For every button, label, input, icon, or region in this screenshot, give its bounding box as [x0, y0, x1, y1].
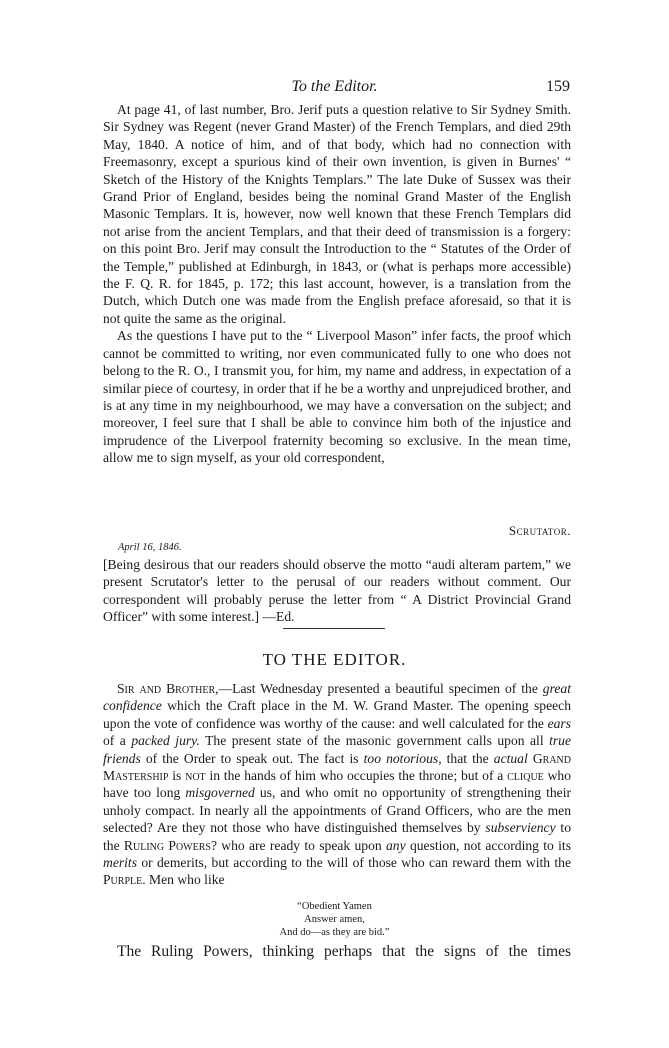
text-run: is	[168, 768, 186, 784]
italic-run: great confidence	[103, 681, 571, 714]
italic-run: merits	[103, 855, 137, 871]
italic-run: subserviency	[485, 820, 556, 836]
smallcaps-run: Ruling Powers	[123, 837, 211, 853]
letter-date: April 16, 1846.	[118, 542, 182, 553]
editor-note	[103, 556, 571, 626]
text-run: Men who like	[145, 872, 225, 888]
text-run: The present state of the masonic government calls upon all	[199, 733, 550, 749]
italic-run: too notorious,	[363, 750, 442, 766]
text-run: of the Order to speak out. The fact is	[140, 750, 364, 766]
text-run: of a	[103, 733, 132, 749]
page-number: 159	[546, 78, 570, 95]
verse-line: “Obedient Yamen	[297, 901, 372, 912]
text-run: that the	[441, 750, 494, 766]
letter-second	[103, 680, 571, 889]
verse-quote	[0, 900, 669, 939]
continuation-line: The Ruling Powers, thinking perhaps that the signs of the times	[117, 943, 571, 960]
text-run: us, and who omit no opportunity of strengthening their unholy compact. In nearly all the appointments of Grand Officers, who are the men selected? Are they not those who have distinguished themselves by	[103, 785, 571, 836]
italic-run: any	[386, 837, 406, 853]
italic-run: actual	[493, 750, 528, 766]
salutation: Sir and Brother,	[117, 681, 219, 696]
text-run: ? who are ready to speak upon	[210, 837, 386, 853]
letter-paragraph: As the questions I have put to the “ Liverpool Mason” infer facts, the proof which cannot be committed to writing, nor even communicated fully to one who does not belong to the R. O., I transmit you, for him, my name and address, in expectation of a similar piece of courtesy, in order that if he be a worthy and unprejudiced brother, and is at any time in my neighbourhood, we may have a conversation on the subject; and moreover, I feel sure that I shall be able to convince him both of the injustice and imprudence of the Liverpool fraternity becoming so exclusive. In the mean time, allow me to sign myself, as your old correspondent,	[103, 328, 571, 466]
italic-run: ears	[547, 715, 571, 731]
italic-run: packed jury.	[131, 733, 200, 749]
text-run: to the	[103, 820, 571, 853]
smallcaps-run: Purple.	[103, 872, 146, 888]
smallcaps-run: clique	[507, 768, 544, 784]
text-run: in the hands of him who occupies the throne; but of a	[205, 768, 508, 784]
smallcaps-run: Grand Mastership	[103, 750, 571, 784]
section-heading: TO THE EDITOR.	[262, 650, 407, 669]
signature: Scrutator.	[508, 523, 571, 538]
letter-paragraph: At page 41, of last number, Bro. Jerif puts a question relative to Sir Sydney Smith. Sir Sydney was Regent (never Grand Master) of the French Templars, and died 29th May, 1840. A notice of him, and of that body, which had no connection with Freemasonry, except a spurious kind of their own invention, is given in Burnes' “ Sketch of the History of the Knights Templars.” The late Duke of Sussex was their Grand Prior of England, besides being the nominal Grand Master of the English Masonic Templars. It is, however, now well known that these French Templars did not arise from the ancient Templars, and that their deed of transmission is a forgery: on this point Bro. Jerif may consult the Introduction to the “ Statutes of the Order of the Temple,” published at Edinburgh, in 1843, or (what is perhaps more accessible) the F. Q. R. for 1845, p. 172; this last account, however, is a translation from the Dutch, which Dutch one was made from the English preface aforesaid, so that it is not quite the same as the original.	[103, 102, 571, 326]
letter-scrutator	[103, 101, 571, 467]
smallcaps-run: not	[185, 768, 206, 784]
running-header: To the Editor.	[291, 78, 378, 95]
verse-line: And do—as they are bid.”	[279, 927, 390, 938]
italic-run: misgoverned	[185, 785, 255, 801]
letter-paragraph	[103, 680, 571, 889]
text-run: which the Craft place in the M. W. Grand Master. The opening speech upon the vote of confidence was worthy of the cause: and well calculated for the	[103, 698, 571, 731]
text-run: —Last Wednesday presented a beautiful specimen of the	[218, 681, 543, 696]
text-run: who have too long	[103, 768, 571, 801]
verse-line: Answer amen,	[304, 914, 365, 925]
text-run: question, not according to its	[405, 837, 571, 853]
italic-run: true friends	[103, 733, 571, 766]
section-divider	[283, 628, 385, 629]
editor-note-text: [Being desirous that our readers should observe the motto “audi alteram partem,” we present Scrutator's letter to the perusal of our readers without comment. Our correspondent will probably peruse the letter from “ A District Provincial Grand Officer” with some interest.] —Ed.	[103, 557, 571, 625]
text-run: or demerits, but according to the will of those who can reward them with the	[136, 855, 571, 871]
